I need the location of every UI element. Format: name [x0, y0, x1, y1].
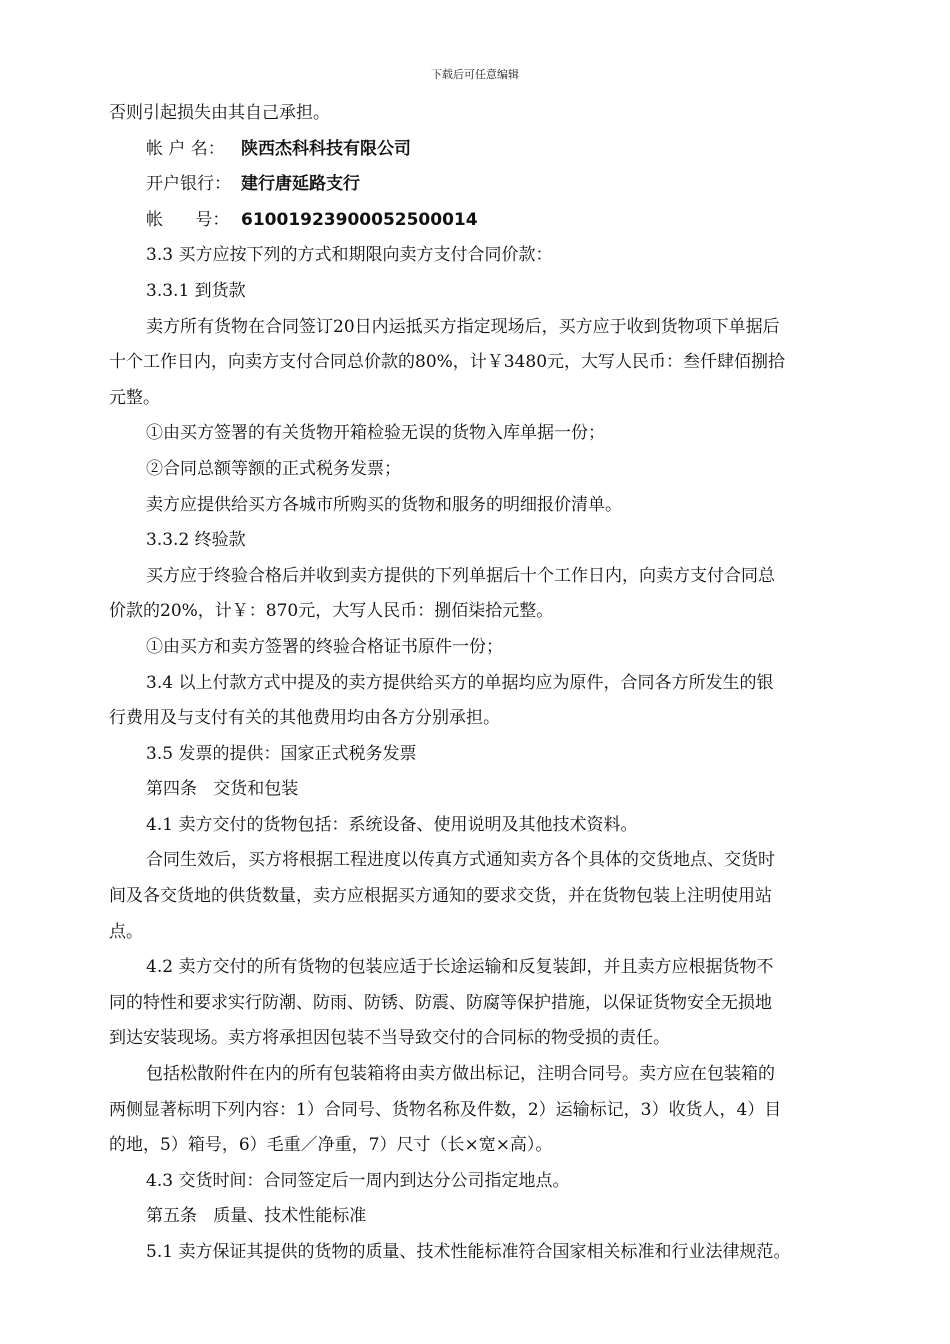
account-number-value: 61001923900052500014	[241, 209, 478, 230]
paragraph-line: 十个工作日内，向卖方支付合同总价款的80%，计￥3480元，大写人民币：叁仟肆佰捌拾	[109, 352, 786, 373]
account-bank-value: 建行唐延路支行	[241, 174, 360, 195]
clause-3-3: 3.3 买方应按下列的方式和期限向卖方支付合同价款：	[146, 245, 553, 266]
paragraph-line: 价款的20%，计￥：870元，大写人民币：捌佰柒拾元整。	[109, 601, 554, 622]
list-item: ①由买方签署的有关货物开箱检验无误的货物入库单据一份；	[146, 423, 605, 444]
paragraph-line: 两侧显著标明下列内容：1）合同号、货物名称及件数，2）运输标记，3）收货人，4）目	[109, 1099, 782, 1120]
paragraph-line: 合同生效后，买方将根据工程进度以传真方式通知卖方各个具体的交货地点、交货时	[146, 850, 775, 871]
clause-4-1: 4.1 卖方交付的货物包括：系统设备、使用说明及其他技术资料。	[146, 814, 638, 835]
paragraph-line: 卖方所有货物在合同签订20日内运抵买方指定现场后，买方应于收到货物项下单据后	[146, 316, 780, 337]
paragraph-line: 卖方应提供给买方各城市所购买的货物和服务的明细报价清单。	[146, 494, 622, 515]
clause-5-1: 5.1 卖方保证其提供的货物的质量、技术性能标准符合国家相关标准和行业法律规范。	[146, 1242, 791, 1262]
paragraph-line: 否则引起损失由其自己承担。	[109, 103, 330, 123]
clause-4-2: 4.2 卖方交付的所有货物的包装应适于长途运输和反复装卸，并且卖方应根据货物不	[146, 957, 774, 978]
account-number-row	[109, 203, 879, 239]
clause-3-3-2: 3.3.2 终验款	[146, 530, 246, 551]
clause-3-4: 3.4 以上付款方式中提及的卖方提供给买方的单据均应为原件，合同各方所发生的银	[146, 672, 774, 693]
account-name-value: 陕西杰科科技有限公司	[241, 138, 411, 159]
paragraph-line: 行费用及与支付有关的其他费用均由各方分别承担。	[109, 708, 500, 729]
account-bank-label: 开户银行：	[146, 174, 231, 195]
account-name-row	[109, 132, 879, 168]
account-name-label: 帐 户 名：	[146, 138, 225, 159]
paragraph-line: 元整。	[109, 387, 160, 408]
clause-3-3-1: 3.3.1 到货款	[146, 280, 246, 301]
list-item: ②合同总额等额的正式税务发票；	[146, 458, 401, 479]
page-header: 下载后可任意编辑	[431, 68, 519, 81]
paragraph-line: 同的特性和要求实行防潮、防雨、防锈、防震、防腐等保护措施，以保证货物安全无损地	[109, 992, 772, 1013]
section-heading-5: 第五条 质量、技术性能标准	[146, 1206, 367, 1227]
account-bank-row	[109, 167, 879, 203]
clause-3-5: 3.5 发票的提供：国家正式税务发票	[146, 743, 417, 764]
paragraph-line: 点。	[109, 921, 143, 942]
paragraph-line: 包括松散附件在内的所有包装箱将由卖方做出标记，注明合同号。卖方应在包装箱的	[146, 1064, 775, 1085]
paragraph-line: 间及各交货地的供货数量，卖方应根据买方通知的要求交货，并在货物包装上注明使用站	[109, 886, 772, 907]
section-heading-4: 第四条 交货和包装	[146, 779, 299, 800]
paragraph-line: 买方应于终验合格后并收到卖方提供的下列单据后十个工作日内，向卖方支付合同总	[146, 565, 775, 586]
list-item: ①由买方和卖方签署的终验合格证书原件一份；	[146, 636, 503, 657]
clause-4-3: 4.3 交货时间：合同签定后一周内到达分公司指定地点。	[146, 1170, 570, 1191]
paragraph-line: 的地，5）箱号，6）毛重／净重，7）尺寸（长×宽×高）。	[109, 1135, 553, 1156]
paragraph-line: 到达安装现场。卖方将承担因包装不当导致交付的合同标的物受损的责任。	[109, 1028, 670, 1049]
document-body	[109, 96, 879, 1271]
account-number-label: 帐 号：	[146, 209, 230, 230]
